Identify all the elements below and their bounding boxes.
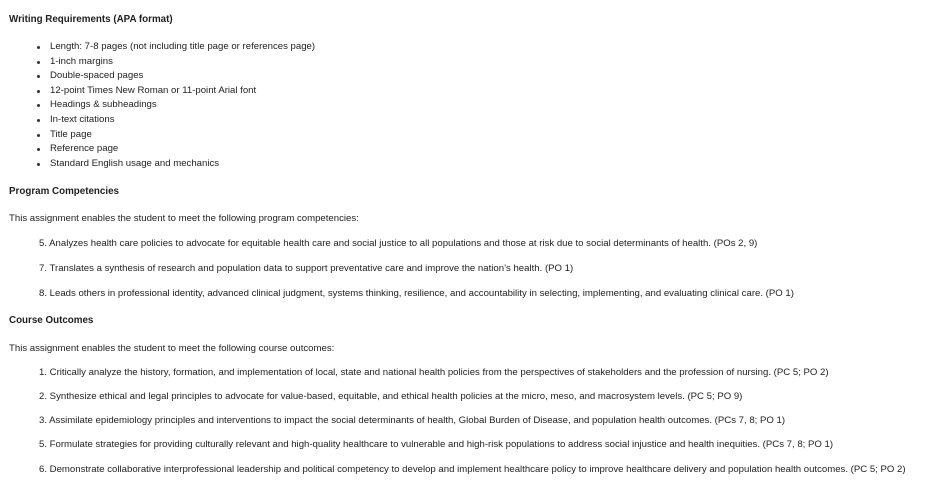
list-item: Reference page [37, 142, 315, 157]
list-item: Headings & subheadings [37, 98, 315, 113]
writing-requirements-heading: Writing Requirements (APA format) [9, 14, 173, 25]
list-item: 1-inch margins [37, 55, 315, 70]
program-competency-item: 7. Translates a synthesis of research and population data to support preventative care and improve the nation’s health. (PO 1) [39, 263, 574, 274]
course-outcome-item: 6. Demonstrate collaborative interprofessional leadership and political competency to develop and implement healthcare policy to improve healthcare delivery and population health outcomes. (PC 5; PO 2) [39, 464, 906, 475]
course-outcomes-intro: This assignment enables the student to meet the following course outcomes: [9, 343, 335, 354]
program-competency-item: 8. Leads others in professional identity, advanced clinical judgment, systems thinking, resilience, and accountability in selecting, implementing, and evaluating clinical care. (PO 1) [39, 288, 794, 299]
writing-requirements-list [37, 40, 315, 171]
list-item: Standard English usage and mechanics [37, 157, 315, 172]
course-outcome-item: 5. Formulate strategies for providing culturally relevant and high-quality healthcare to vulnerable and high-risk populations to address social injustice and health inequities. (PCs 7, 8; PO 1) [39, 439, 834, 450]
course-outcome-item: 1. Critically analyze the history, formation, and implementation of local, state and national health policies from the perspectives of stakeholders and the profession of nursing. (PC 5; PO 2) [39, 367, 829, 378]
course-outcomes-heading: Course Outcomes [9, 315, 94, 326]
list-item: Title page [37, 128, 315, 143]
list-item: In-text citations [37, 113, 315, 128]
course-outcome-item: 2. Synthesize ethical and legal principles to advocate for value-based, equitable, and ethical health policies at the micro, meso, and macrosystem levels. (PC 5; PO 9) [39, 391, 743, 402]
program-competencies-heading: Program Competencies [9, 186, 119, 197]
list-item: Length: 7-8 pages (not including title page or references page) [37, 40, 315, 55]
list-item: Double-spaced pages [37, 69, 315, 84]
program-competencies-intro: This assignment enables the student to meet the following program competencies: [9, 213, 359, 224]
list-item: 12-point Times New Roman or 11-point Arial font [37, 84, 315, 99]
program-competency-item: 5. Analyzes health care policies to advocate for equitable health care and social justice to all populations and those at risk due to social determinants of health. (POs 2, 9) [39, 238, 758, 249]
course-outcome-item: 3. Assimilate epidemiology principles and interventions to impact the social determinants of health, Global Burden of Disease, and population health outcomes. (PCs 7, 8; PO 1) [39, 415, 786, 426]
